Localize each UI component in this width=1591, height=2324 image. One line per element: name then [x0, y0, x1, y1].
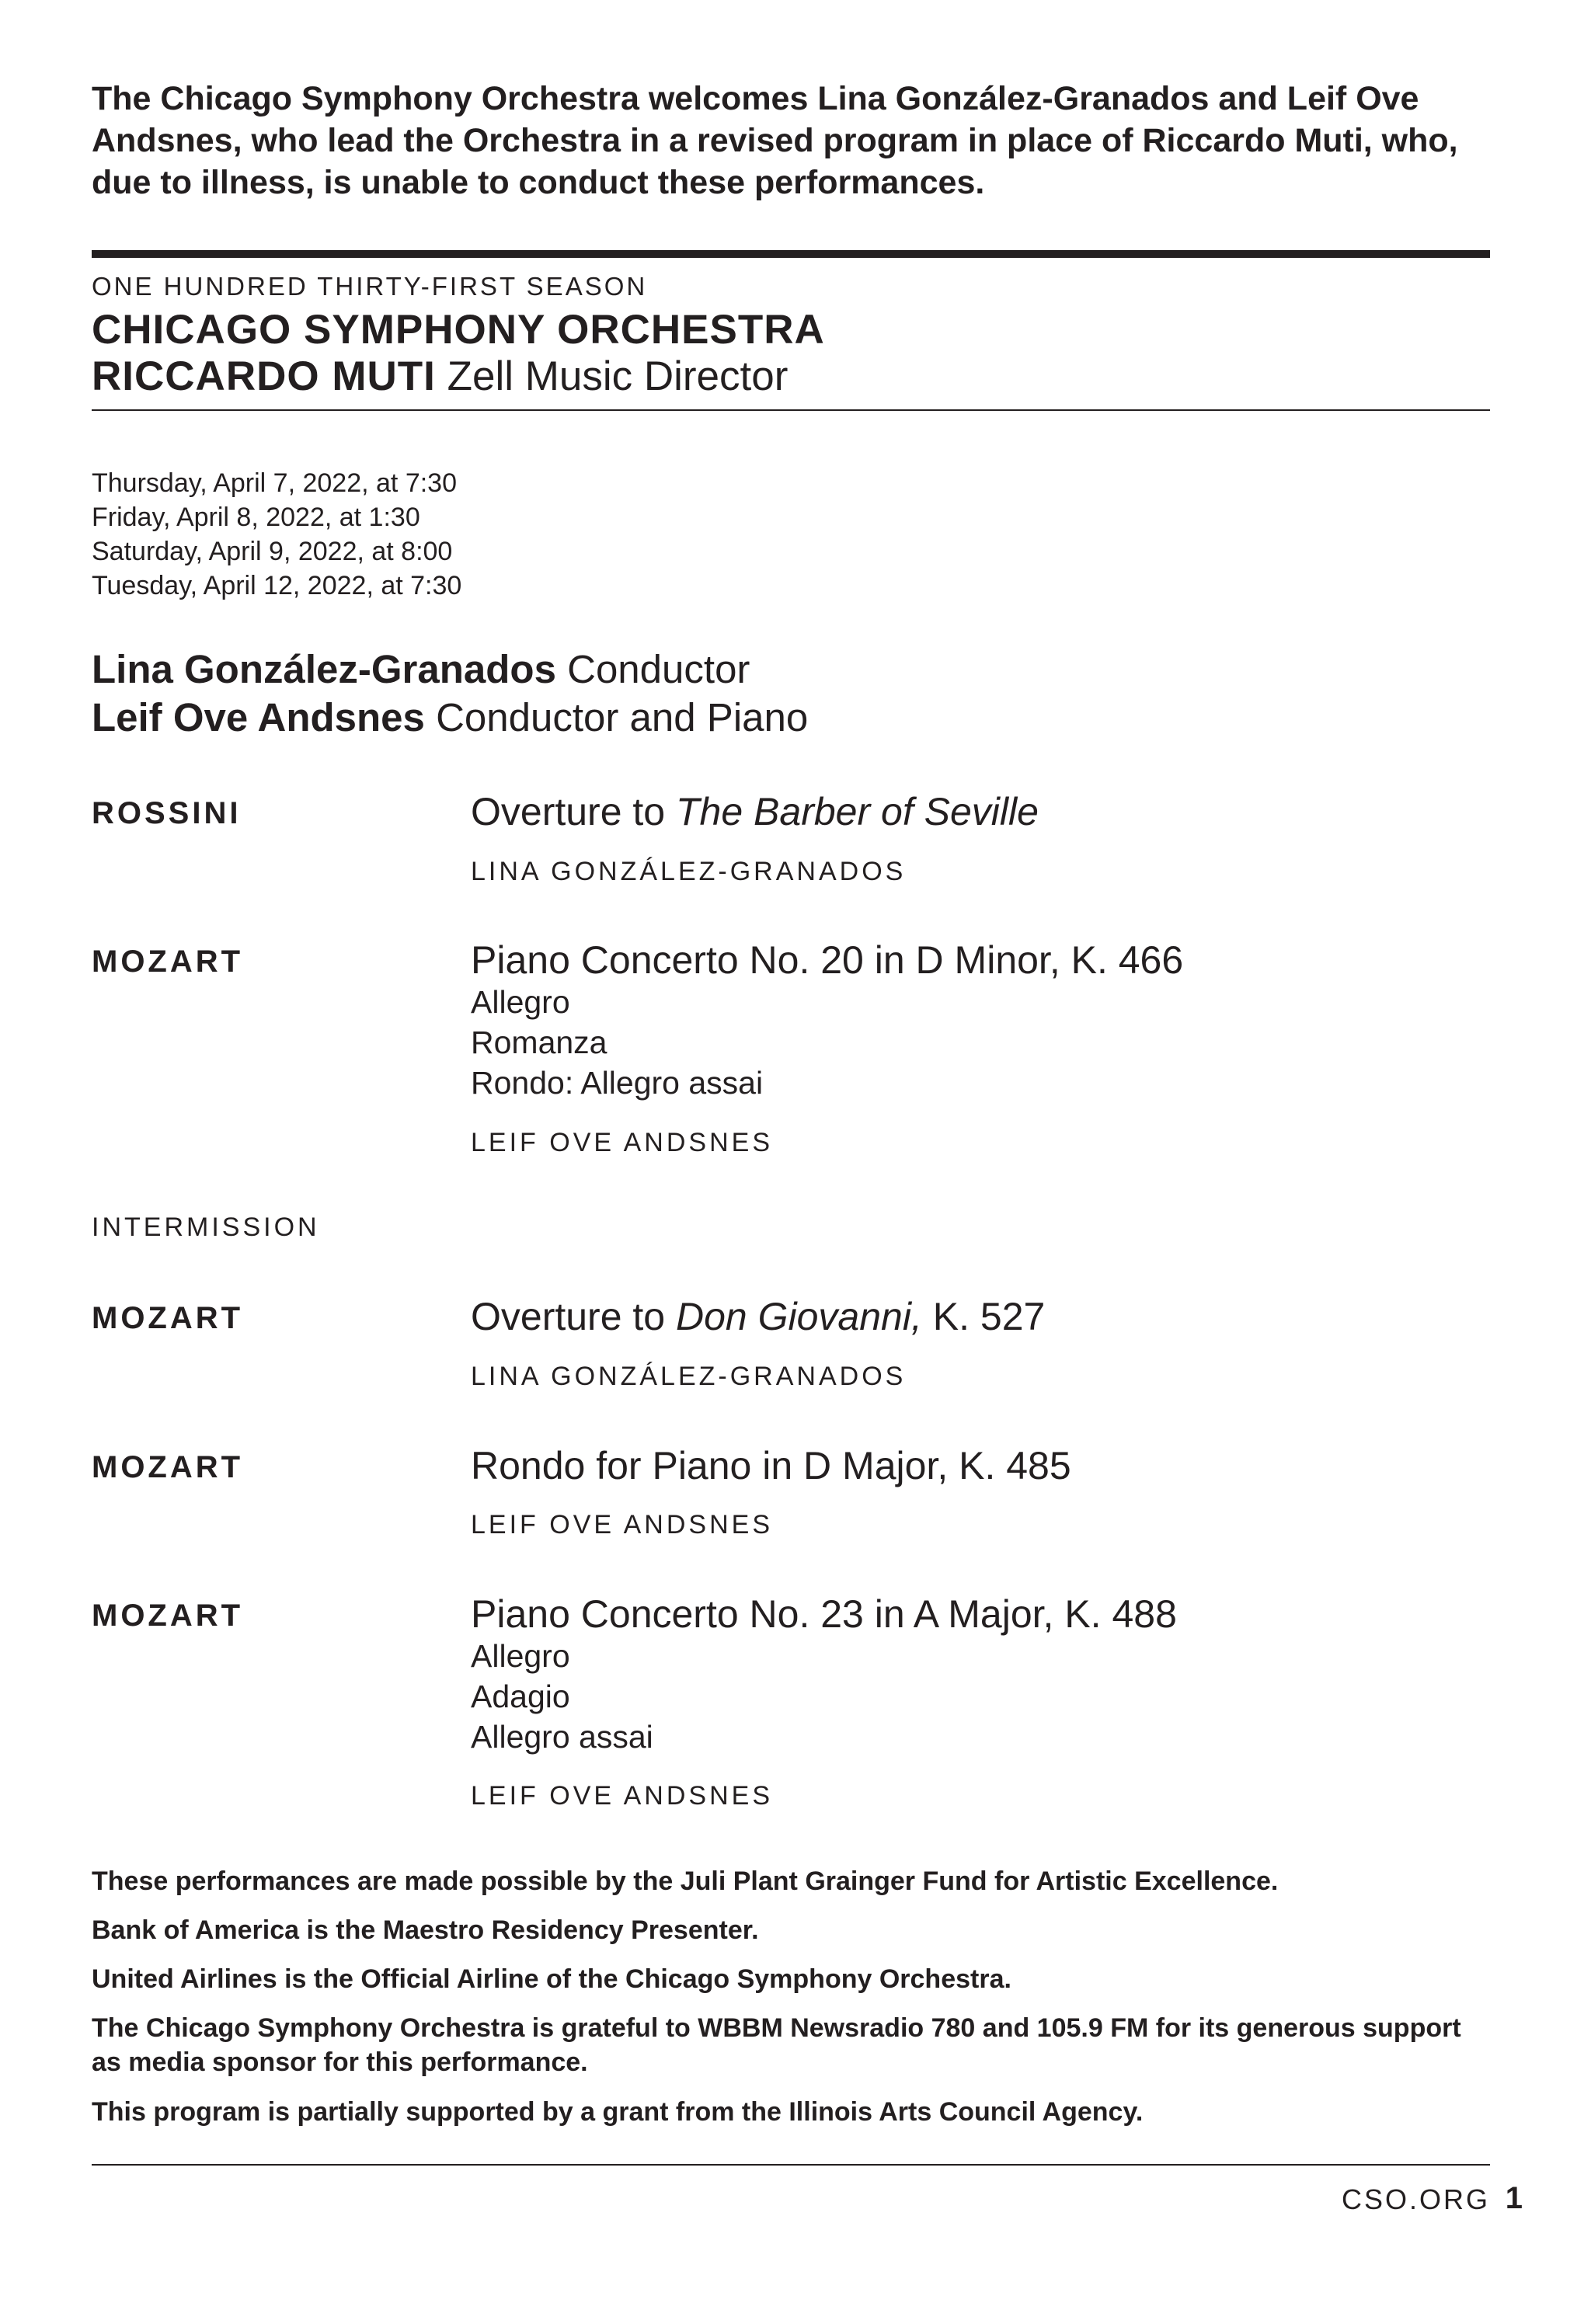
date-line: Friday, April 8, 2022, at 1:30 — [92, 503, 420, 532]
work-title: Rondo for Piano in D Major, K. 485 — [471, 1444, 1071, 1487]
website-link[interactable]: CSO.ORG — [1341, 2183, 1490, 2215]
performer-2 — [92, 694, 808, 740]
footer-divider — [92, 2164, 1490, 2166]
movement: Rondo: Allegro assai — [471, 1065, 764, 1101]
movement-list — [471, 1636, 653, 1757]
sponsor-note: United Airlines is the Official Airline of the Chicago Symphony Orchestra. — [92, 1964, 1011, 1994]
composer-name: MOZART — [92, 1301, 244, 1335]
movement: Romanza — [471, 1025, 608, 1060]
date-line: Saturday, April 9, 2022, at 8:00 — [92, 537, 453, 566]
director-title: Zell Music Director — [447, 353, 789, 399]
work-title: Overture to The Barber of Seville — [471, 790, 1039, 833]
director-name: RICCARDO MUTI — [92, 353, 436, 399]
work-title: Piano Concerto No. 20 in D Minor, K. 466 — [471, 938, 1184, 982]
composer-name: MOZART — [92, 945, 244, 979]
sponsor-note: These performances are made possible by the Juli Plant Grainger Fund for Artistic Excellence. — [92, 1867, 1279, 1896]
header-divider — [92, 250, 1490, 258]
composer-name: MOZART — [92, 1450, 244, 1484]
masthead-divider — [92, 409, 1490, 411]
work-performer: LEIF OVE ANDSNES — [471, 1510, 773, 1539]
page-number: 1 — [1505, 2181, 1523, 2215]
music-director — [92, 353, 788, 400]
composer-name: MOZART — [92, 1599, 244, 1633]
movement: Allegro assai — [471, 1719, 653, 1755]
performance-dates — [92, 466, 461, 603]
performer-role: Conductor and Piano — [436, 695, 809, 739]
performer-name: Leif Ove Andsnes — [92, 695, 425, 739]
performer-1 — [92, 646, 750, 692]
work-title: Overture to Don Giovanni, K. 527 — [471, 1295, 1046, 1338]
movement: Allegro — [471, 984, 570, 1020]
announcement: The Chicago Symphony Orchestra welcomes Lina González-Granados and Leif Ove Andsnes, who lead the Orchestra in a revised program in place of Riccardo Muti, who, due to illness, is unable to conduct these performances. — [92, 80, 1458, 201]
orchestra-name: CHICAGO SYMPHONY ORCHESTRA — [92, 307, 825, 353]
date-line: Thursday, April 7, 2022, at 7:30 — [92, 468, 457, 498]
performer-role: Conductor — [567, 647, 750, 691]
work-title: Piano Concerto No. 23 in A Major, K. 488 — [471, 1592, 1177, 1636]
composer-name: ROSSINI — [92, 796, 242, 830]
season-label: ONE HUNDRED THIRTY-FIRST SEASON — [92, 272, 648, 301]
movement: Allegro — [471, 1638, 570, 1674]
work-performer: LEIF OVE ANDSNES — [471, 1128, 773, 1157]
intermission-label: INTERMISSION — [92, 1212, 320, 1242]
work-performer: LINA GONZÁLEZ-GRANADOS — [471, 1362, 907, 1391]
work-performer: LINA GONZÁLEZ-GRANADOS — [471, 857, 907, 886]
performer-name: Lina González-Granados — [92, 647, 556, 691]
movement: Adagio — [471, 1679, 570, 1714]
date-line: Tuesday, April 12, 2022, at 7:30 — [92, 571, 462, 600]
work-performer: LEIF OVE ANDSNES — [471, 1781, 773, 1811]
sponsor-note: Bank of America is the Maestro Residency Presenter. — [92, 1915, 759, 1945]
sponsor-note: This program is partially supported by a grant from the Illinois Arts Council Agency. — [92, 2097, 1144, 2127]
movement-list — [471, 982, 763, 1103]
sponsor-note: The Chicago Symphony Orchestra is grateful to WBBM Newsradio 780 and 105.9 FM for its generous support as media sponsor for this performance. — [92, 2013, 1461, 2077]
